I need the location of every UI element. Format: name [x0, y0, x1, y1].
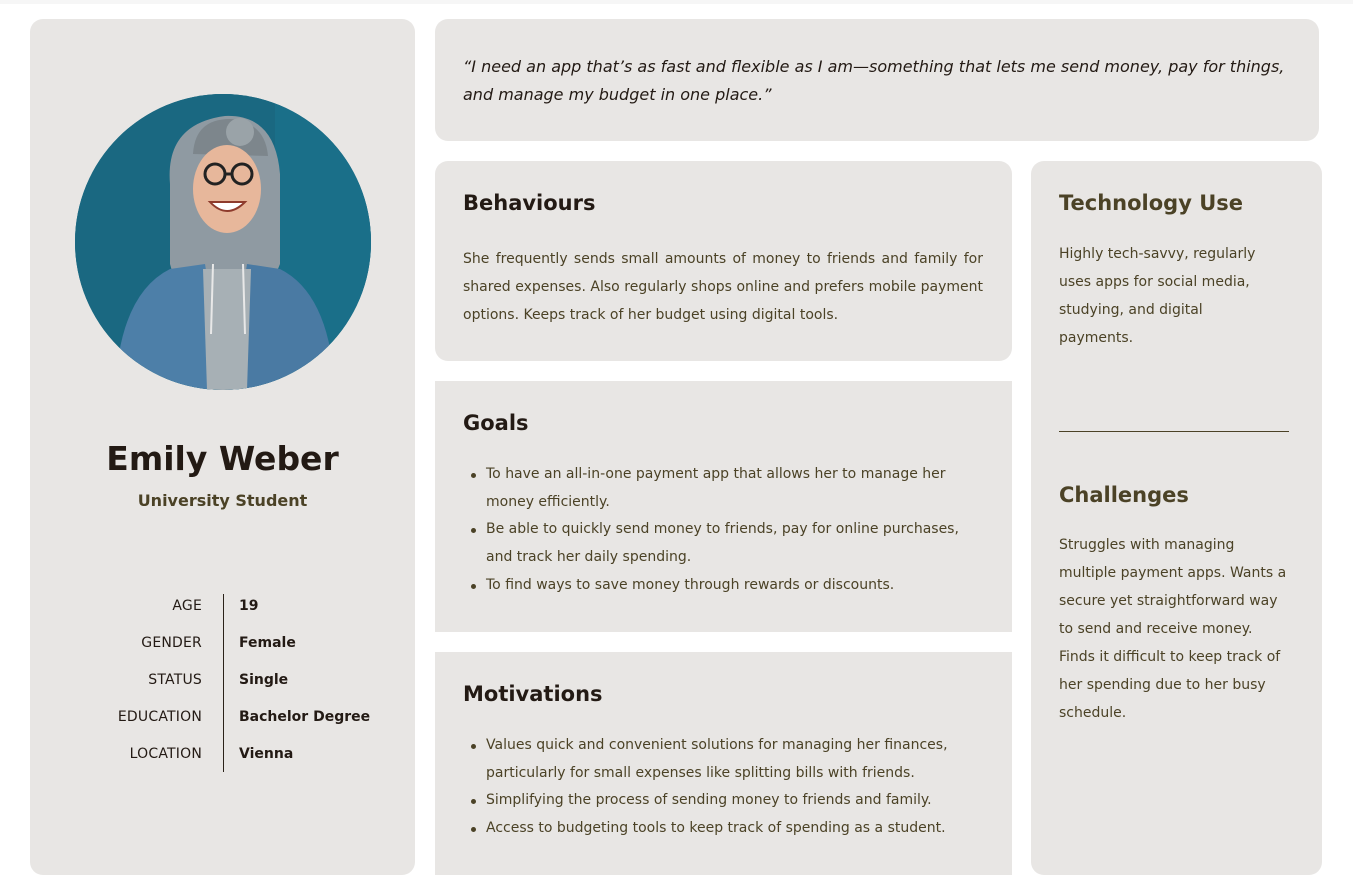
fact-key: AGE — [172, 598, 202, 614]
persona-role: University Student — [137, 491, 308, 510]
profile-photo — [75, 94, 371, 390]
fact-value: 19 — [239, 598, 259, 614]
top-edge — [0, 0, 1353, 4]
fact-value: Vienna — [239, 746, 294, 762]
profile-card — [30, 19, 415, 875]
section-divider — [1059, 431, 1289, 432]
behaviours-card — [435, 161, 1012, 361]
technology-text: Highly tech-savvy, regularly uses apps for social media, studying, and digital payments. — [1059, 246, 1256, 346]
goals-title: Goals — [463, 411, 529, 435]
fact-value: Bachelor Degree — [239, 709, 371, 725]
persona-facts — [30, 594, 415, 774]
fact-row-status — [30, 672, 415, 696]
challenges-text: Struggles with managing multiple payment apps. Wants a secure yet straightforward way to send and receive money. Finds it difficult to keep track of her spending due to her busy schedule. — [1059, 537, 1287, 721]
list-item: Access to budgeting tools to keep track of spending as a student. — [463, 815, 983, 843]
list-item: To find ways to save money through rewards or discounts. — [463, 572, 983, 600]
motivations-title: Motivations — [463, 682, 603, 706]
fact-key: STATUS — [148, 672, 202, 688]
persona-quote: “I need an app that’s as fast and flexible as I am—something that lets me send money, pay for things, and manage my budget in one place.” — [463, 57, 1285, 104]
goals-card — [435, 381, 1012, 632]
fact-row-education — [30, 709, 415, 733]
fact-row-location — [30, 746, 415, 770]
challenges-title: Challenges — [1059, 483, 1189, 507]
list-item: Simplifying the process of sending money to friends and family. — [463, 787, 983, 815]
quote-card — [435, 19, 1319, 141]
goals-list — [463, 461, 983, 600]
behaviours-text: She frequently sends small amounts of money to friends and family for shared expenses. Also regularly shops online and prefers mobile payment options. Keeps track of her budget using digital tools. — [463, 251, 983, 323]
persona-name: Emily Weber — [106, 439, 339, 478]
list-item: Values quick and convenient solutions for managing her finances, particularly for small expenses like splitting bills with friends. — [463, 732, 983, 787]
fact-row-age — [30, 598, 415, 622]
technology-title: Technology Use — [1059, 191, 1244, 215]
technology-card — [1031, 161, 1322, 875]
motivations-card — [435, 652, 1012, 875]
fact-value: Single — [239, 672, 289, 688]
fact-key: EDUCATION — [117, 709, 202, 725]
fact-value: Female — [239, 635, 296, 651]
list-item: Be able to quickly send money to friends, pay for online purchases, and track her daily spending. — [463, 516, 983, 571]
behaviours-title: Behaviours — [463, 191, 596, 215]
fact-row-gender — [30, 635, 415, 659]
fact-key: LOCATION — [129, 746, 202, 762]
motivations-list — [463, 732, 983, 843]
list-item: To have an all-in-one payment app that allows her to manage her money efficiently. — [463, 461, 983, 516]
fact-key: GENDER — [141, 635, 202, 651]
